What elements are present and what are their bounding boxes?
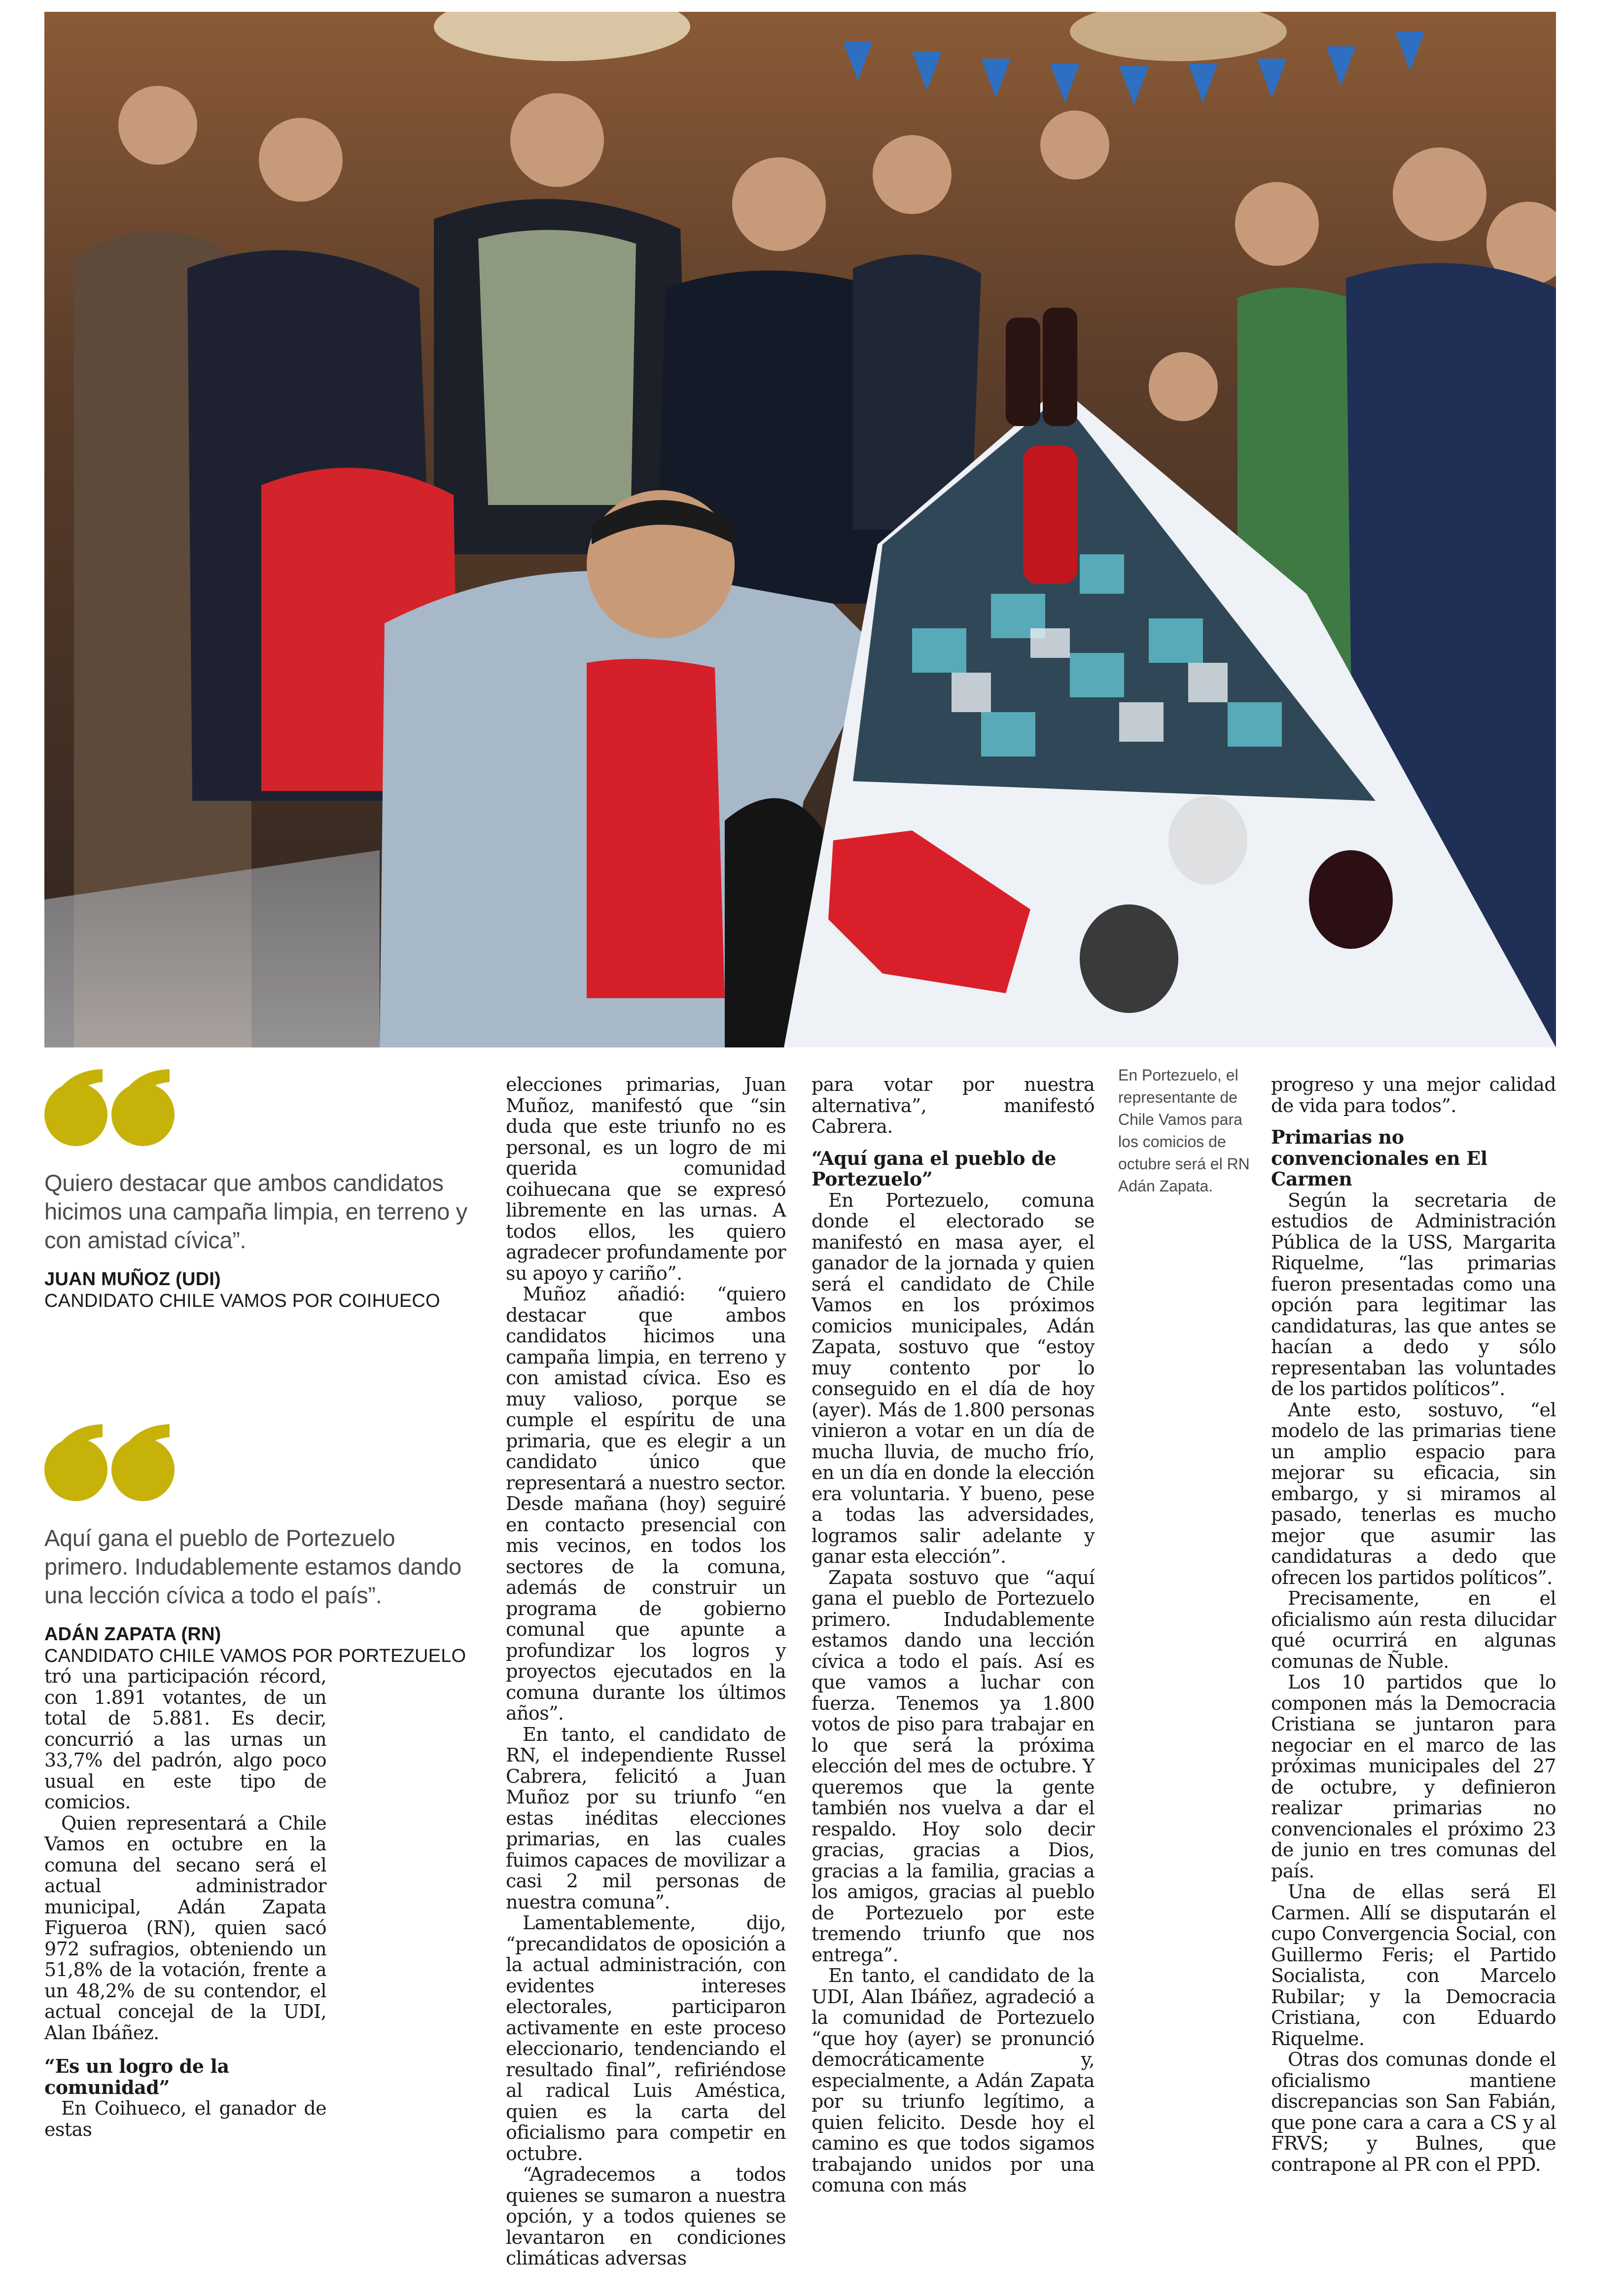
quote-mark-icon bbox=[44, 1065, 177, 1149]
article-column-4 bbox=[1271, 1074, 1556, 2175]
quote-author: JUAN MUÑOZ (UDI) bbox=[44, 1269, 221, 1290]
pull-quotes bbox=[44, 1065, 478, 1667]
paragraph: Precisamente, en el oficialismo aún resta dilucidar qué ocurrirá en algunas comunas de Ñuble. bbox=[1271, 1587, 1556, 1672]
article-column-3 bbox=[812, 1074, 1094, 2196]
paragraph: En Portezuelo, comuna donde el electorado se manifestó en masa ayer, el ganador de la jornada y quien será el candidato de Chile Vamos en los próximos comicios municipales, Adán Zapata, sostuvo que “estoy muy contento por lo conseguido en el día de hoy (ayer). Más de 1.800 personas vinieron a votar en un día de mucha lluvia, de mucho frío, en un día en donde la elección era voluntaria. Y bueno, pese a todas las adversidades, logramos salir adelante y ganar esta elección”. bbox=[812, 1189, 1094, 1567]
photo-caption: En Portezuelo, el representante de Chile Vamos para los comicios de octubre será el RN Adán Zapata. bbox=[1118, 1066, 1250, 1195]
paragraph: En Coihueco, el ganador de estas bbox=[44, 2097, 326, 2140]
paragraph: Quien representará a Chile Vamos en octubre en la comuna del secano será el actual administrador municipal, Adán Zapata Figueroa (RN), quien sacó 972 sufragios, obteniendo un 51,8% de la votación, frente a un 48,2% de su contendor, el actual concejal de la UDI, Alan Ibáñez. bbox=[44, 1812, 326, 2044]
paragraph: “Agradecemos a todos quienes se sumaron a nuestra opción, y a todos quienes se levantaron en condiciones climáticas adversas bbox=[506, 2163, 786, 2269]
paragraph: Según la secretaria de estudios de Administración Pública de la USS, Margarita Riquelme, “las primarias fueron presentadas como una opción para legitimar las candidaturas, las que antes se hacían a dedo y sólo representaban las voluntades de los partidos políticos”. bbox=[1271, 1189, 1556, 1400]
paragraph: progreso y una mejor calidad de vida para todos”. bbox=[1271, 1074, 1556, 1116]
paragraph: Lamentablemente, dijo, “precandidatos de oposición a la actual administración, con evidentes intereses electorales, participaron activamente en este proceso eleccionario, tendenciando el resultado final”, refiriéndose al radical Luis Améstica, quien es la carta del oficialismo para competir en octubre. bbox=[506, 1912, 786, 2164]
quote-role: CANDIDATO CHILE VAMOS POR PORTEZUELO bbox=[44, 1646, 466, 1666]
subheading: “Aquí gana el pueblo de Portezuelo” bbox=[812, 1147, 1056, 1190]
quote-author: ADÁN ZAPATA (RN) bbox=[44, 1624, 221, 1645]
paragraph: para votar por nuestra alternativa”, manifestó Cabrera. bbox=[812, 1074, 1094, 1137]
news-photo bbox=[44, 12, 1556, 1047]
quote-mark-icon bbox=[44, 1420, 177, 1504]
paragraph: elecciones primarias, Juan Muñoz, manifestó que “sin duda que este triunfo no es personal, es un logro de mi querida comunidad coihuecana que se expresó libremente en las urnas. A todos ellos, les quiero agradecer profundamente por su apoyo y cariño”. bbox=[506, 1074, 786, 1284]
subheading: “Es un logro de la comunidad” bbox=[44, 2055, 229, 2098]
article-column-2 bbox=[506, 1074, 786, 2269]
paragraph: Muñoz añadió: “quiero destacar que ambos candidatos hicimos una campaña limpia, en terreno y con amistad cívica. Eso es muy valioso, porque se cumple el espíritu de una primaria, que es elegir a un candidato único que representará a nuestro sector. Desde mañana (hoy) seguiré en contacto presencial con mis vecinos, en todos los sectores de la comuna, además de construir un programa de gobierno comunal que apunte a profundizar los logros y proyectos ejecutados en la comuna durante los últimos años”. bbox=[506, 1283, 786, 1724]
quote-role: CANDIDATO CHILE VAMOS POR COIHUECO bbox=[44, 1291, 440, 1311]
article-column-1 bbox=[44, 1666, 326, 2140]
paragraph: tró una participación récord, con 1.891 votantes, de un total de 5.881. Es decir, concurrió a las urnas un 33,7% del padrón, algo poco usual en este tipo de comicios. bbox=[44, 1665, 326, 1813]
paragraph: Otras dos comunas donde el oficialismo mantiene discrepancias son San Fabián, que pone cara a cara a CS y al FRVS; y Bulnes, que contrapone al PR con el PPD. bbox=[1271, 2049, 1556, 2175]
paragraph: Ante esto, sostuvo, “el modelo de las primarias tiene un amplio espacio para mejorar su eficacia, sin embargo, y si miramos al pasado, tenerlas es mucho mejor que asumir las candidaturas a dedo que ofrecen los partidos políticos”. bbox=[1271, 1399, 1556, 1588]
pull-quote-2 bbox=[44, 1420, 478, 1667]
paragraph: En tanto, el candidato de la UDI, Alan Ibáñez, agradeció a la comunidad de Portezuelo “que hoy (ayer) se pronunció democráticamente y, especialmente, a Adán Zapata por su triunfo legítimo, a quien felicito. Desde hoy el camino es que todos sigamos trabajando unidos por una comuna con más bbox=[812, 1965, 1094, 2196]
quote-text: Quiero destacar que ambos candidatos hicimos una campaña limpia, en terreno y con amistad cívica”. bbox=[44, 1170, 467, 1253]
subheading: Primarias no convencionales en El Carmen bbox=[1271, 1126, 1487, 1190]
paragraph: Zapata sostuvo que “aquí gana el pueblo de Portezuelo primero. Indudablemente estamos dando una lección cívica a todo el país. Así es que vamos a luchar con fuerza. Tenemos ya 1.800 votos de piso para trabajar en lo que será la próxima elección del mes de octubre. Y queremos que la gente también nos vuelva a dar el respaldo. Hoy solo decir gracias, gracias a Dios, gracias a la familia, gracias a los amigos, gracias al pueblo de Portezuelo por este tremendo triunfo que nos entrega”. bbox=[812, 1566, 1094, 1966]
party-group-photo-icon bbox=[44, 12, 1556, 1047]
paragraph: Los 10 partidos que lo componen más la Democracia Cristiana se juntaron para negociar en el marco de las próximas municipales del 27 de octubre, y definieron realizar primarias no convencionales el próximo 23 de junio en tres comunas del país. bbox=[1271, 1671, 1556, 1882]
paragraph: En tanto, el candidato de RN, el independiente Russel Cabrera, felicitó a Juan Muñoz por su triunfo “en estas inéditas elecciones primarias, en las cuales fuimos capaces de movilizar a casi 2 mil personas de nuestra comuna”. bbox=[506, 1723, 786, 1913]
quote-text: Aquí gana el pueblo de Portezuelo primero. Indudablemente estamos dando una lección cívica a todo el país”. bbox=[44, 1525, 461, 1608]
paragraph: Una de ellas será El Carmen. Allí se disputarán el cupo Convergencia Social, con Guillermo Feris; el Partido Socialista, con Marcelo Rubilar; y la Democracia Cristiana, con Eduardo Riquelme. bbox=[1271, 1881, 1556, 2050]
pull-quote-1 bbox=[44, 1065, 478, 1420]
